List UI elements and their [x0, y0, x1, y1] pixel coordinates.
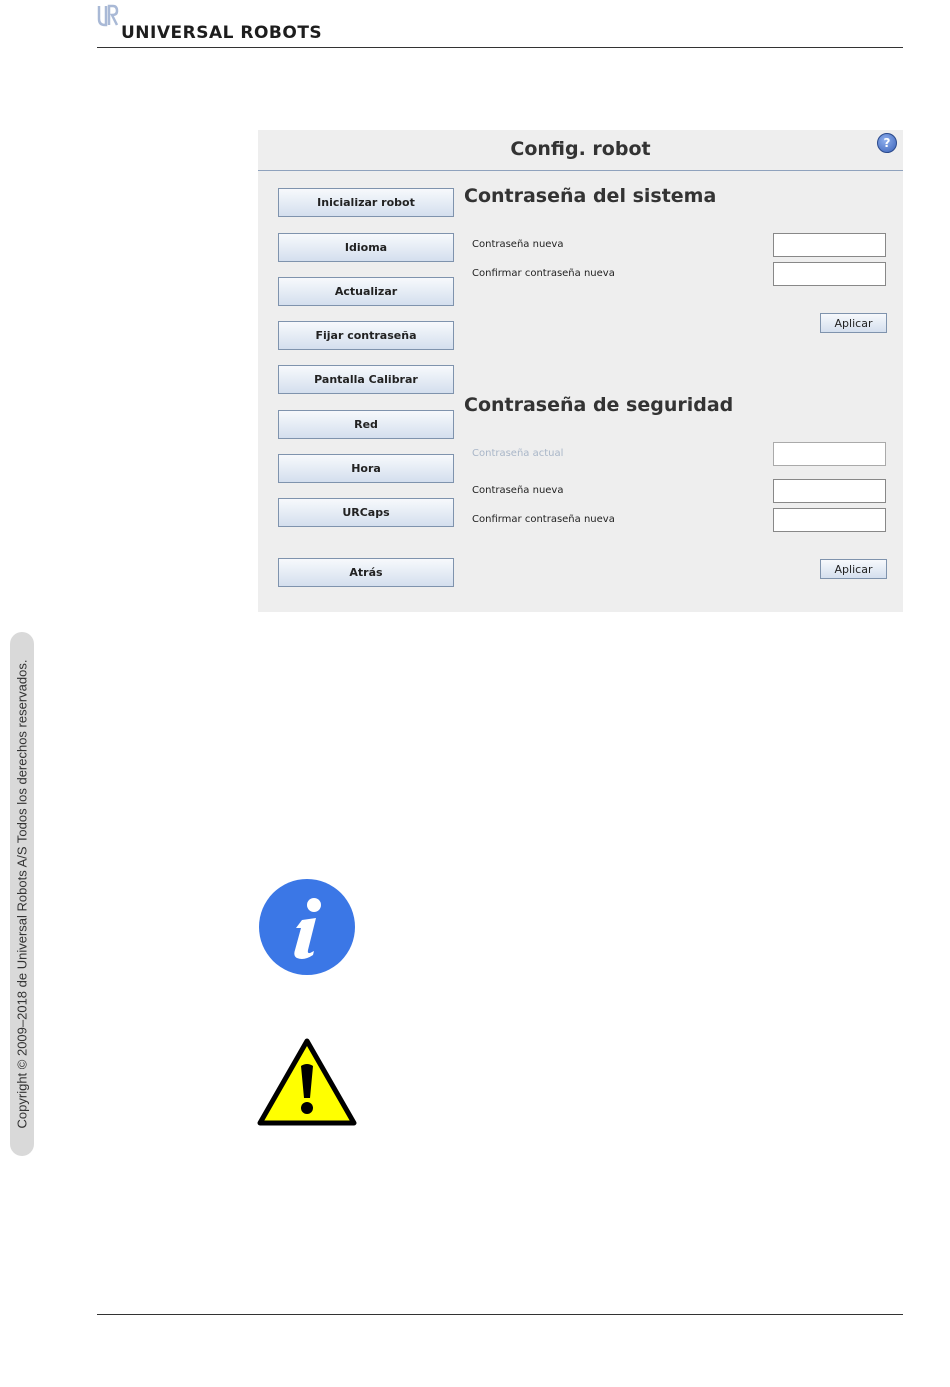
system-new-password-label: Contraseña nueva: [472, 239, 564, 250]
initialize-robot-button[interactable]: Inicializar robot: [278, 188, 454, 217]
system-confirm-password-input[interactable]: [773, 262, 886, 286]
safety-current-password-label: Contraseña actual: [472, 448, 564, 459]
warning-icon: [257, 1038, 357, 1126]
panel-header: [258, 130, 903, 171]
system-apply-button[interactable]: Aplicar: [820, 313, 887, 333]
robot-setup-panel: [258, 130, 903, 612]
set-password-button[interactable]: Fijar contraseña: [278, 321, 454, 350]
calibrate-screen-button[interactable]: Pantalla Calibrar: [278, 365, 454, 394]
urcaps-button[interactable]: URCaps: [278, 498, 454, 527]
system-confirm-password-label: Confirmar contraseña nueva: [472, 268, 615, 279]
footer-divider: [97, 1314, 903, 1315]
update-button[interactable]: Actualizar: [278, 277, 454, 306]
header-divider: [97, 47, 903, 48]
ur-logo-icon: [97, 4, 119, 28]
language-button[interactable]: Idioma: [278, 233, 454, 262]
time-button[interactable]: Hora: [278, 454, 454, 483]
safety-current-password-input: [773, 442, 886, 466]
panel-title: Config. robot: [510, 138, 651, 160]
safety-confirm-password-label: Confirmar contraseña nueva: [472, 514, 615, 525]
safety-confirm-password-input[interactable]: [773, 508, 886, 532]
system-password-title: Contraseña del sistema: [464, 185, 717, 207]
back-button[interactable]: Atrás: [278, 558, 454, 587]
safety-new-password-input[interactable]: [773, 479, 886, 503]
brand-name: UNIVERSAL ROBOTS: [121, 23, 323, 43]
question-icon[interactable]: ?: [877, 133, 897, 153]
info-icon: [258, 878, 356, 976]
network-button[interactable]: Red: [278, 410, 454, 439]
system-new-password-input[interactable]: [773, 233, 886, 257]
safety-apply-button[interactable]: Aplicar: [820, 559, 887, 579]
safety-password-title: Contraseña de seguridad: [464, 394, 734, 416]
safety-new-password-label: Contraseña nueva: [472, 485, 564, 496]
copyright-text: Copyright © 2009–2018 de Universal Robots A/S Todos los derechos reservados.: [14, 659, 30, 1129]
